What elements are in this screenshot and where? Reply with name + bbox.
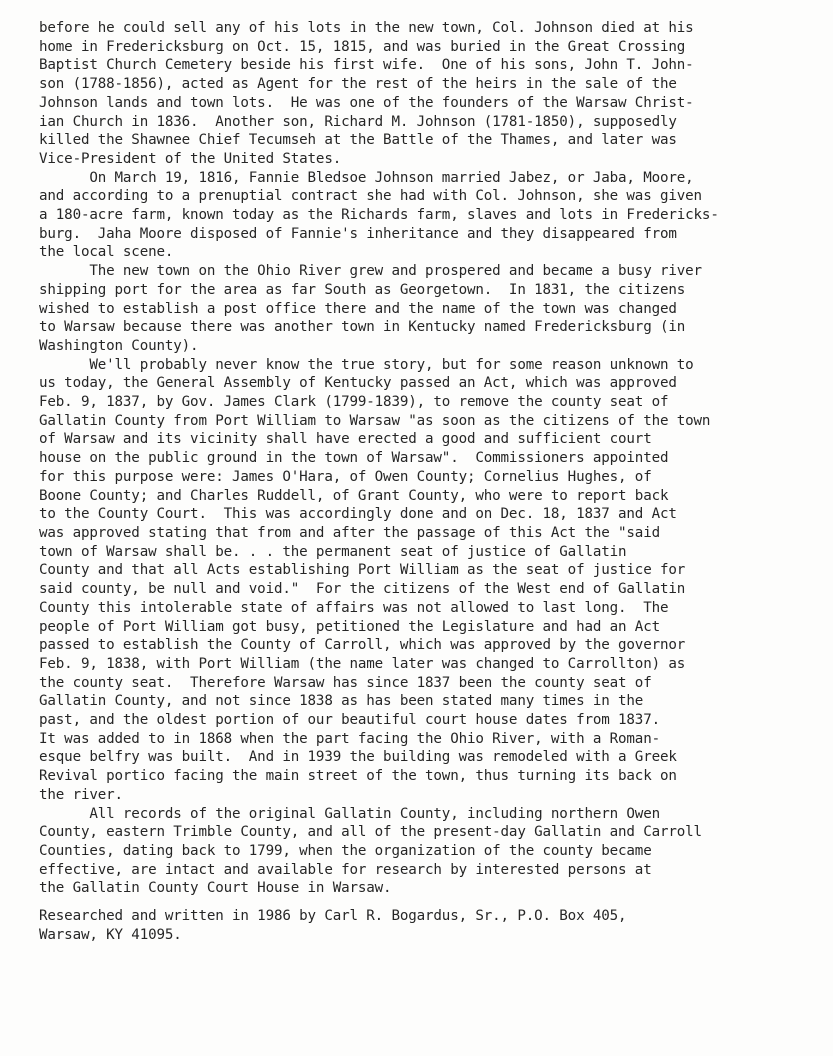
text-line: burg. Jaha Moore disposed of Fannie's inheritance and they disappeared from bbox=[39, 225, 677, 242]
text-line: Vice-President of the United States. bbox=[39, 150, 342, 167]
text-line: people of Port William got busy, petitioned the Legislature and had an Act bbox=[39, 618, 660, 635]
text-line: Feb. 9, 1838, with Port William (the name later was changed to Carrollton) as bbox=[39, 655, 686, 672]
text-line: Baptist Church Cemetery beside his first wife. One of his sons, John T. John- bbox=[39, 57, 694, 74]
text-line: a 180-acre farm, known today as the Richards farm, slaves and lots in Fredericks- bbox=[39, 207, 719, 224]
text-line: On March 19, 1816, Fannie Bledsoe Johnson married Jabez, or Jaba, Moore, bbox=[39, 169, 694, 186]
text-line: Revival portico facing the main street of the town, thus turning its back on bbox=[39, 768, 677, 785]
text-line: the Gallatin County Court House in Warsaw. bbox=[39, 880, 392, 897]
text-line: us today, the General Assembly of Kentucky passed an Act, which was approved bbox=[39, 375, 677, 392]
text-line: All records of the original Gallatin County, including northern Owen bbox=[39, 805, 660, 822]
text-line: the county seat. Therefore Warsaw has since 1837 been the county seat of bbox=[39, 674, 652, 691]
text-line: County this intolerable state of affairs was not allowed to last long. The bbox=[39, 599, 669, 616]
paragraph-fannie-moore bbox=[39, 169, 829, 263]
text-line: before he could sell any of his lots in the new town, Col. Johnson died at his bbox=[39, 20, 694, 36]
text-line: The new town on the Ohio River grew and prospered and became a busy river bbox=[39, 263, 702, 280]
text-line: the local scene. bbox=[39, 244, 174, 261]
text-line: killed the Shawnee Chief Tecumseh at the Battle of the Thames, and later was bbox=[39, 132, 677, 149]
text-line: passed to establish the County of Carroll, which was approved by the governor bbox=[39, 637, 686, 654]
text-line: Washington County). bbox=[39, 337, 199, 354]
document-body bbox=[39, 19, 829, 944]
text-line: past, and the oldest portion of our beautiful court house dates from 1837. bbox=[39, 712, 660, 729]
text-line: effective, are intact and available for research by interested persons at bbox=[39, 861, 652, 878]
paragraph-johnson-heirs bbox=[39, 19, 829, 169]
text-line: Feb. 9, 1837, by Gov. James Clark (1799-1839), to remove the county seat of bbox=[39, 394, 669, 411]
text-line: Gallatin County, and not since 1838 as has been stated many times in the bbox=[39, 693, 644, 710]
text-line: wished to establish a post office there and the name of the town was changed bbox=[39, 300, 677, 317]
text-line: the river. bbox=[39, 786, 123, 803]
text-line: County and that all Acts establishing Port William as the seat of justice for bbox=[39, 562, 686, 579]
text-line: It was added to in 1868 when the part facing the Ohio River, with a Roman- bbox=[39, 730, 660, 747]
text-line: shipping port for the area as far South as Georgetown. In 1831, the citizens bbox=[39, 281, 686, 298]
text-line: County, eastern Trimble County, and all of the present-day Gallatin and Carroll bbox=[39, 824, 702, 841]
text-line: We'll probably never know the true story, but for some reason unknown to bbox=[39, 356, 694, 373]
text-line: was approved stating that from and after the passage of this Act the "said bbox=[39, 524, 660, 541]
text-line: town of Warsaw shall be. . . the permanent seat of justice of Gallatin bbox=[39, 543, 627, 560]
text-line: to the County Court. This was accordingly done and on Dec. 18, 1837 and Act bbox=[39, 506, 677, 523]
text-line: Warsaw, KY 41095. bbox=[39, 926, 182, 943]
text-line: house on the public ground in the town of Warsaw". Commissioners appointed bbox=[39, 450, 669, 467]
text-line: Researched and written in 1986 by Carl R. Bogardus, Sr., P.O. Box 405, bbox=[39, 908, 627, 925]
text-line: esque belfry was built. And in 1939 the building was remodeled with a Greek bbox=[39, 749, 677, 766]
text-line: Johnson lands and town lots. He was one of the founders of the Warsaw Christ- bbox=[39, 94, 694, 111]
text-line: son (1788-1856), acted as Agent for the rest of the heirs in the sale of the bbox=[39, 76, 677, 93]
text-line: ian Church in 1836. Another son, Richard M. Johnson (1781-1850), supposedly bbox=[39, 113, 677, 130]
paragraph-warsaw-name bbox=[39, 262, 829, 356]
text-line: said county, be null and void." For the citizens of the West end of Gallatin bbox=[39, 581, 686, 598]
text-line: Gallatin County from Port William to Warsaw "as soon as the citizens of the town bbox=[39, 412, 711, 429]
text-line: for this purpose were: James O'Hara, of Owen County; Cornelius Hughes, of bbox=[39, 468, 652, 485]
text-line: Boone County; and Charles Ruddell, of Grant County, who were to report back bbox=[39, 487, 669, 504]
text-line: to Warsaw because there was another town in Kentucky named Fredericksburg (in bbox=[39, 319, 686, 336]
text-line: Counties, dating back to 1799, when the organization of the county became bbox=[39, 842, 652, 859]
author-credit bbox=[39, 907, 829, 944]
text-line: home in Fredericksburg on Oct. 15, 1815, and was buried in the Great Crossing bbox=[39, 38, 686, 55]
text-line: of Warsaw and its vicinity shall have erected a good and sufficient court bbox=[39, 431, 652, 448]
paragraph-county-seat bbox=[39, 356, 829, 805]
text-line: and according to a prenuptial contract she had with Col. Johnson, she was given bbox=[39, 188, 702, 205]
paragraph-records bbox=[39, 805, 829, 899]
